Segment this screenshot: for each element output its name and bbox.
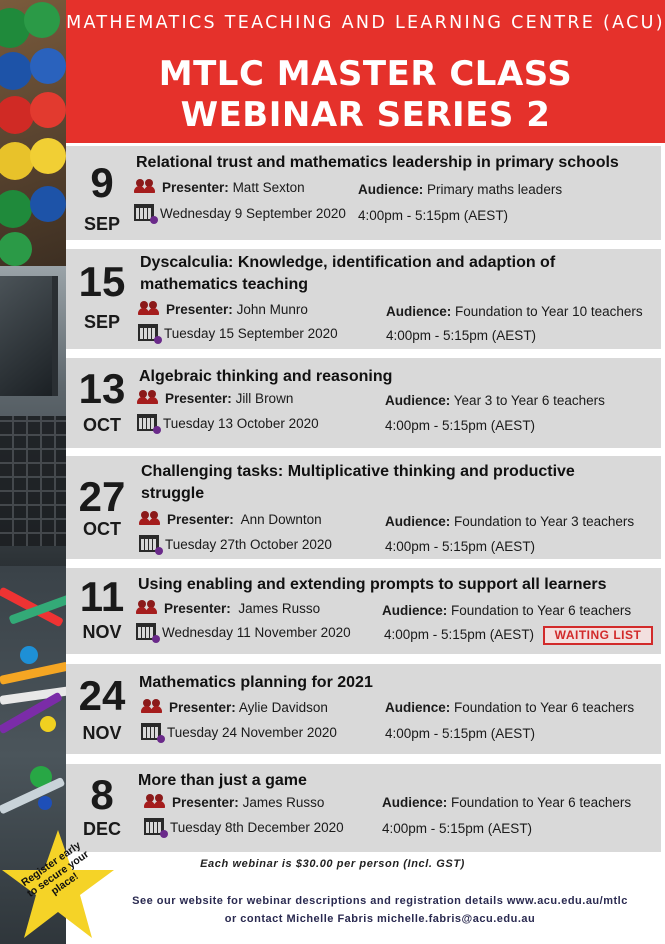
audience-row xyxy=(385,700,634,715)
session-date: Tuesday 24 November 2020 xyxy=(167,725,337,741)
session-title: Algebraic thinking and reasoning xyxy=(139,368,393,385)
audience-label: Audience: xyxy=(385,393,451,408)
calendar-icon xyxy=(144,818,164,835)
presenter-row xyxy=(138,302,308,317)
presenter-row xyxy=(134,180,305,195)
presenter-row xyxy=(139,512,322,527)
session-day: 13 xyxy=(78,365,126,412)
title-line-2: WEBINAR SERIES 2 xyxy=(180,95,551,135)
session-day: 9 xyxy=(90,159,114,206)
audience-value: Foundation to Year 6 teachers xyxy=(451,603,632,618)
session-time: 4:00pm - 5:15pm (AEST) xyxy=(384,627,535,642)
presenter-name: John Munro xyxy=(236,302,308,317)
session-card xyxy=(66,664,661,754)
audience-value: Year 3 to Year 6 teachers xyxy=(453,393,605,408)
header-banner xyxy=(66,0,665,143)
session-month: NOV xyxy=(82,723,122,743)
session-date: Tuesday 13 October 2020 xyxy=(163,416,319,432)
presenter-name: Ann Downton xyxy=(240,512,322,527)
website-text: See our website for webinar descriptions and registration details xyxy=(132,895,507,907)
audience-row xyxy=(382,795,631,810)
session-date: Tuesday 27th October 2020 xyxy=(165,537,332,553)
presenter-name: Matt Sexton xyxy=(232,180,305,195)
laptop-keyboard xyxy=(0,416,66,546)
session-time: 4:00pm - 5:15pm (AEST) xyxy=(382,821,533,836)
people-icon xyxy=(139,511,161,525)
session-card xyxy=(66,358,661,448)
session-date: Wednesday 9 September 2020 xyxy=(160,206,346,222)
presenter-name: James Russo xyxy=(242,795,325,810)
presenter-name: Jill Brown xyxy=(235,391,294,406)
session-month: OCT xyxy=(83,519,121,539)
session-month: SEP xyxy=(83,312,121,332)
session-month: DEC xyxy=(82,819,121,839)
register-early-note: Register early to secure your place! xyxy=(19,839,92,900)
date-row xyxy=(139,537,332,554)
email-link[interactable]: michelle.fabris@acu.edu.au xyxy=(377,913,536,925)
session-day: 11 xyxy=(79,573,125,620)
laptop-photo xyxy=(0,266,66,566)
calendar-icon xyxy=(137,414,157,431)
date-row xyxy=(137,416,319,433)
audience-row xyxy=(358,182,562,197)
calendar-icon xyxy=(138,324,158,341)
audience-value: Foundation to Year 6 teachers xyxy=(454,700,635,715)
people-icon xyxy=(138,301,160,315)
session-date: Wednesday 11 November 2020 xyxy=(162,625,351,641)
session-card xyxy=(66,568,661,654)
session-date: Tuesday 8th December 2020 xyxy=(170,820,344,836)
waiting-list-badge: WAITING LIST xyxy=(543,626,653,645)
date-row xyxy=(134,206,346,223)
laptop-screen xyxy=(0,276,58,396)
audience-value: Primary maths leaders xyxy=(427,182,563,197)
session-time: 4:00pm - 5:15pm (AEST) xyxy=(385,726,536,741)
session-title: Mathematics planning for 2021 xyxy=(139,674,373,691)
people-icon xyxy=(137,390,159,404)
session-card xyxy=(66,146,661,240)
presenter-name: Aylie Davidson xyxy=(238,700,328,715)
audience-value: Foundation to Year 10 teachers xyxy=(455,304,643,319)
session-card xyxy=(66,249,661,349)
presenter-label: Presenter: xyxy=(172,795,239,810)
website-link[interactable]: www.acu.edu.au/mtlc xyxy=(506,895,628,907)
people-icon xyxy=(134,179,156,193)
price-note: Each webinar is $30.00 per person (Incl. GST) xyxy=(200,858,465,870)
audience-label: Audience: xyxy=(358,182,424,197)
presenter-row xyxy=(144,795,324,810)
audience-row xyxy=(386,304,643,319)
session-card xyxy=(66,764,661,852)
audience-label: Audience: xyxy=(385,700,451,715)
session-day: 27 xyxy=(78,473,126,520)
presenter-label: Presenter: xyxy=(165,391,232,406)
presenter-name: James Russo xyxy=(238,601,321,616)
audience-value: Foundation to Year 6 teachers xyxy=(451,795,632,810)
audience-row xyxy=(382,603,631,618)
date-row xyxy=(144,820,344,837)
session-day: 24 xyxy=(78,672,126,719)
people-icon xyxy=(144,794,166,808)
date-row xyxy=(138,326,338,343)
presenter-label: Presenter: xyxy=(166,302,233,317)
presenter-label: Presenter: xyxy=(162,180,229,195)
audience-value: Foundation to Year 3 teachers xyxy=(454,514,635,529)
session-time: 4:00pm - 5:15pm (AEST) xyxy=(386,328,537,343)
calendar-icon xyxy=(141,723,161,740)
session-title: Dyscalculia: Knowledge, identification and adaption of mathematics teaching xyxy=(140,254,556,293)
calendar-icon xyxy=(139,535,159,552)
contact-text: or contact Michelle Fabris xyxy=(224,913,378,925)
session-month: OCT xyxy=(83,415,121,435)
calendar-icon xyxy=(134,204,154,221)
session-title: Using enabling and extending prompts to support all learners xyxy=(138,576,607,593)
presenter-row xyxy=(141,700,328,715)
date-row xyxy=(141,725,337,742)
abacus-photo xyxy=(0,0,66,266)
organisation-name: MATHEMATICS TEACHING AND LEARNING CENTRE (ACU) xyxy=(66,13,665,33)
session-title: Relational trust and mathematics leadership in primary schools xyxy=(136,154,619,171)
session-date: Tuesday 15 September 2020 xyxy=(164,326,338,342)
title-line-1: MTLC MASTER CLASS xyxy=(158,54,573,94)
audience-row xyxy=(385,393,605,408)
people-icon xyxy=(141,699,163,713)
audience-label: Audience: xyxy=(386,304,452,319)
date-row xyxy=(136,625,351,642)
people-icon xyxy=(136,600,158,614)
audience-label: Audience: xyxy=(382,795,448,810)
audience-label: Audience: xyxy=(382,603,448,618)
website-line xyxy=(95,895,665,907)
session-title: More than just a game xyxy=(138,772,307,789)
calendar-icon xyxy=(136,623,156,640)
contact-line xyxy=(95,913,665,925)
session-month: SEP xyxy=(83,214,121,234)
presenter-row xyxy=(137,391,293,406)
presenter-label: Presenter: xyxy=(164,601,231,616)
session-day: 15 xyxy=(78,258,126,305)
session-time: 4:00pm - 5:15pm (AEST) xyxy=(385,539,536,554)
session-time: 4:00pm - 5:15pm (AEST) xyxy=(358,208,509,223)
presenter-label: Presenter: xyxy=(169,700,236,715)
session-time: 4:00pm - 5:15pm (AEST) xyxy=(385,418,536,433)
audience-label: Audience: xyxy=(385,514,451,529)
presenter-label: Presenter: xyxy=(167,512,234,527)
session-day: 8 xyxy=(90,771,114,818)
session-title: Challenging tasks: Multiplicative thinking and productive struggle xyxy=(141,463,575,502)
session-card xyxy=(66,456,661,559)
audience-row xyxy=(385,514,634,529)
session-month: NOV xyxy=(82,622,122,642)
presenter-row xyxy=(136,601,320,616)
